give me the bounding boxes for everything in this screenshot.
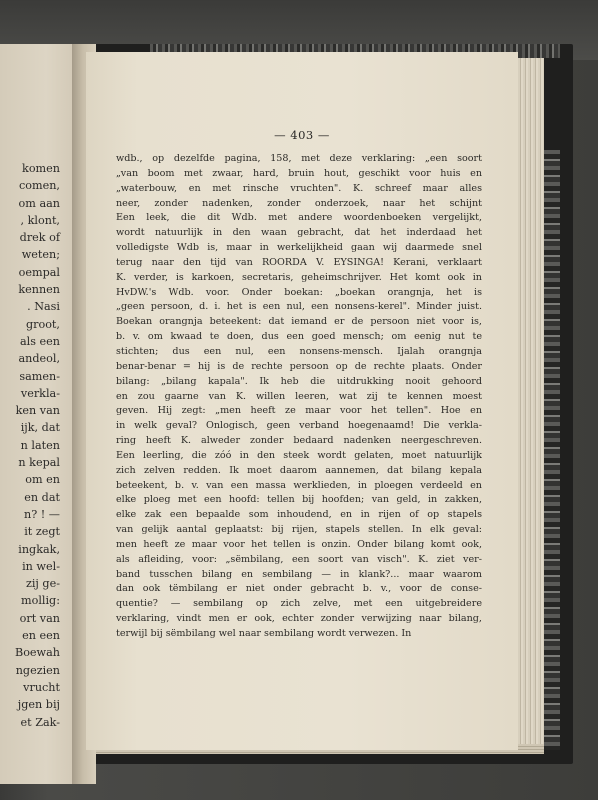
left-text-line: ort van: [19, 611, 60, 625]
text-line: benar-benar = hij is de rechte persoon op de rechte plaats. Onder: [116, 360, 482, 372]
text-line: als afleiding, voor: „sëmbilang, een soort van visch". K. ziet ver-: [116, 553, 482, 565]
text-line: stichten; dus een nul, een nonsens-mensch. Ijalah orangnja: [116, 345, 482, 357]
text-line: Een leek, die dit Wdb. met andere woordenboeken vergelijkt,: [116, 212, 482, 224]
text-line: verklaring, vindt men er ook, echter zonder verwijzing naar bilang,: [116, 613, 482, 625]
left-text-line: ijk, dat: [20, 421, 60, 435]
left-text-line: in wel-: [22, 559, 60, 573]
text-line: elke ploeg met een hoofd: tellen bij hoofden; van geld, in zakken,: [116, 494, 482, 506]
left-text-line: verkla-: [20, 386, 60, 400]
text-line: „geen persoon, d. i. het is een nul, een nonsens-kerel". Minder juist.: [116, 301, 482, 313]
text-line: dan ook tëmbilang er niet onder gebracht b. v., voor de conse-: [116, 583, 482, 595]
text-line: terug naar den tijd van ROORDA V. EYSINGA! Kerani, verklaart: [116, 256, 482, 268]
text-line: in welk geval? Onlogisch, geen verband hoegenaamd! Die verkla-: [116, 420, 482, 432]
text-line: volledigste Wdb is, maar in werkelijkheid gaan wij daarmede snel: [116, 242, 482, 254]
left-text-line: ngezien: [15, 663, 60, 677]
left-text-line: zij ge-: [25, 577, 60, 591]
text-line: wdb., op dezelfde pagina, 158, met deze verklaring: „een soort: [116, 153, 482, 164]
left-text-line: et Zak-: [20, 715, 60, 729]
left-text-line: it zegt: [24, 525, 60, 539]
text-line: bilang: „bilang kapala". Ik heb die uitdrukking nooit gehoord: [116, 375, 482, 387]
left-text-line: samen-: [19, 369, 60, 383]
left-text-line: mollig:: [20, 594, 60, 608]
left-text-line: vrucht: [23, 680, 60, 694]
text-line: men heeft ze maar voor het tellen is onzin. Onder bilang komt ook,: [116, 538, 482, 550]
left-text-line: drek of: [19, 231, 60, 245]
left-text-line: en dat: [24, 490, 60, 504]
left-text-line: komen: [22, 162, 60, 175]
left-text-line: andeol,: [18, 352, 60, 366]
text-line: „waterbouw, en met rinsche vruchten". K. schreef maar alles: [116, 182, 482, 194]
text-line: b. v. om kwaad te doen, dus een goed mensch; om eenig nut te: [116, 331, 482, 343]
text-line: wordt natuurlijk in den waan gebracht, dat het inderdaad het: [116, 227, 482, 239]
left-text-line: n kepal: [18, 456, 60, 470]
left-text-line: om en: [25, 473, 60, 487]
left-text-line: om aan: [18, 196, 60, 210]
left-text-line: , klont,: [20, 213, 60, 227]
page-number-header: — 403 —: [274, 128, 330, 142]
text-line: neer, zonder nadenken, zonder onderzoek, naar het schijnt: [116, 197, 482, 209]
left-text-line: als een: [20, 334, 60, 348]
text-line: zich zelven redden. Ik moet daarom aannemen, dat bilang kepala: [116, 464, 482, 476]
left-text-line: jgen bij: [17, 698, 60, 712]
left-text-line: n laten: [20, 438, 60, 452]
left-text-line: n? ! —: [24, 507, 60, 521]
left-text-line: weten;: [21, 248, 60, 262]
left-text-line: en een: [22, 629, 60, 643]
left-text-line: ken van: [15, 404, 60, 418]
text-line: Een leerling, die zóó in den steek wordt gelaten, moet natuurlijk: [116, 449, 482, 461]
text-line: quentie? — sembilang op zich zelve, met een uitgebreidere: [116, 598, 482, 610]
text-line: geven. Hij zegt: „men heeft ze maar voor het tellen". Hoe en: [116, 405, 482, 417]
text-line: en zou gaarne van K. willen leeren, wat zij te kennen moest: [116, 390, 482, 402]
left-text-line: ingkak,: [18, 542, 60, 556]
text-line: Boekan orangnja beteekent: dat iemand er de persoon niet voor is,: [116, 316, 482, 328]
left-text-line: oempal: [18, 265, 60, 279]
left-text-line: kennen: [18, 283, 60, 297]
text-line: band tusschen bilang en sembilang — in klank?... maar waarom: [116, 568, 482, 580]
left-text-line: groot,: [25, 317, 60, 331]
text-line: elke zak een bepaalde som inhoudend, en in rijen of op stapels: [116, 509, 482, 521]
left-text-line: comen,: [19, 179, 60, 193]
left-text-line: Boewah: [14, 646, 60, 660]
text-line: HvDW.'s Wdb. voor. Onder boekan: „boekan orangnja, het is: [116, 286, 482, 298]
text-line: terwijl bij sëmbilang wel naar sembilang wordt verwezen. In: [116, 628, 412, 639]
text-line: K. verder, is karkoen, secretaris, geheimschrijver. Het komt ook in: [116, 271, 482, 283]
text-line: „van boom met zwaar, hard, bruin hout, geschikt voor huis en: [116, 167, 482, 179]
text-line: van gelijk aantal geplaatst: bij rijen, stapels stellen. In elk geval:: [116, 524, 482, 536]
left-text-line: . Nasi: [27, 300, 60, 314]
page-body-text: [116, 152, 482, 642]
text-line: beteekent, b. v. van een massa werklieden, in ploegen verdeeld en: [116, 479, 482, 491]
text-line: ring heeft K. alweder zonder bedaard nadenken neergeschreven.: [116, 435, 482, 447]
